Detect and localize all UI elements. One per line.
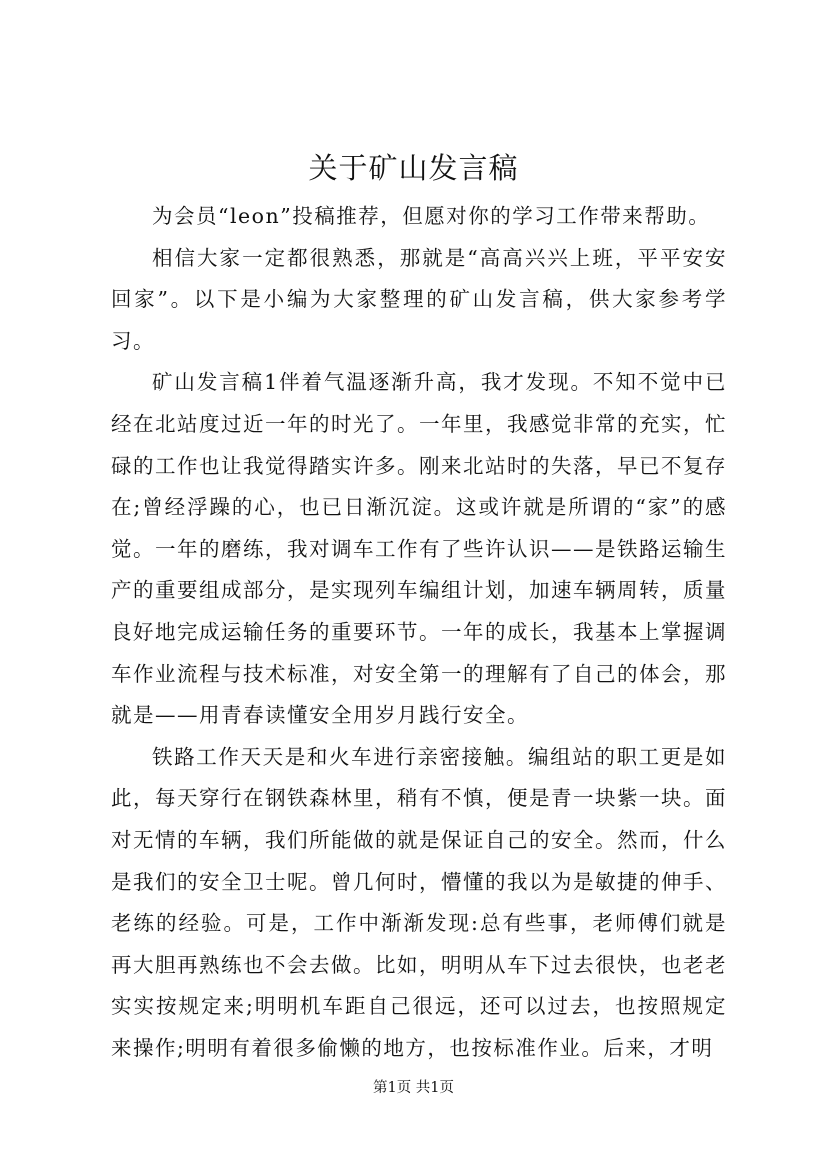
paragraph-2: 相信大家一定都很熟悉，那就是“高高兴兴上班，平平安安回家”。以下是小编为大家整理的矿山发言稿，供大家参考学习。 (111, 245, 727, 353)
document-title: 关于矿山发言稿 (308, 151, 519, 185)
paragraph-1: 为会员“leon”投稿推荐，但愿对你的学习工作带来帮助。 (152, 204, 711, 228)
document-body (111, 196, 727, 1069)
paragraph-3: 矿山发言稿1伴着气温逐渐升高，我才发现。不知不觉中已经在北站度过近一年的时光了。一年里，我感觉非常的充实，忙碌的工作也让我觉得踏实许多。刚来北站时的失落，早已不复存在;曾经浮躁的心，也已日渐沉淀。这或许就是所谓的“家”的感觉。一年的磨练，我对调车工作有了些许认识——是铁路运输生产的重要组成部分，是实现列车编组计划，加速车辆周转，质量良好地完成运输任务的重要环节。一年的成长，我基本上掌握调车作业流程与技术标准，对安全第一的理解有了自己的体会，那就是——用青春读懂安全用岁月践行安全。 (111, 370, 727, 728)
paragraph-4: 铁路工作天天是和火车进行亲密接触。编组站的职工更是如此，每天穿行在钢铁森林里，稍有不慎，便是青一块紫一块。面对无情的车辆，我们所能做的就是保证自己的安全。然而，什么是我们的安全卫士呢。曾几何时，懵懂的我以为是敏捷的伸手、老练的经验。可是，工作中渐渐发现:总有些事，老师傅们就是再大胆再熟练也不会去做。比如，明明从车下过去很快，也老老实实按规定来;明明机车距自己很远，还可以过去，也按照规定来操作;明明有着很多偷懒的地方，也按标准作业。后来，才明 (111, 744, 727, 1060)
page-footer: 第1页 共1页 (372, 1080, 455, 1096)
